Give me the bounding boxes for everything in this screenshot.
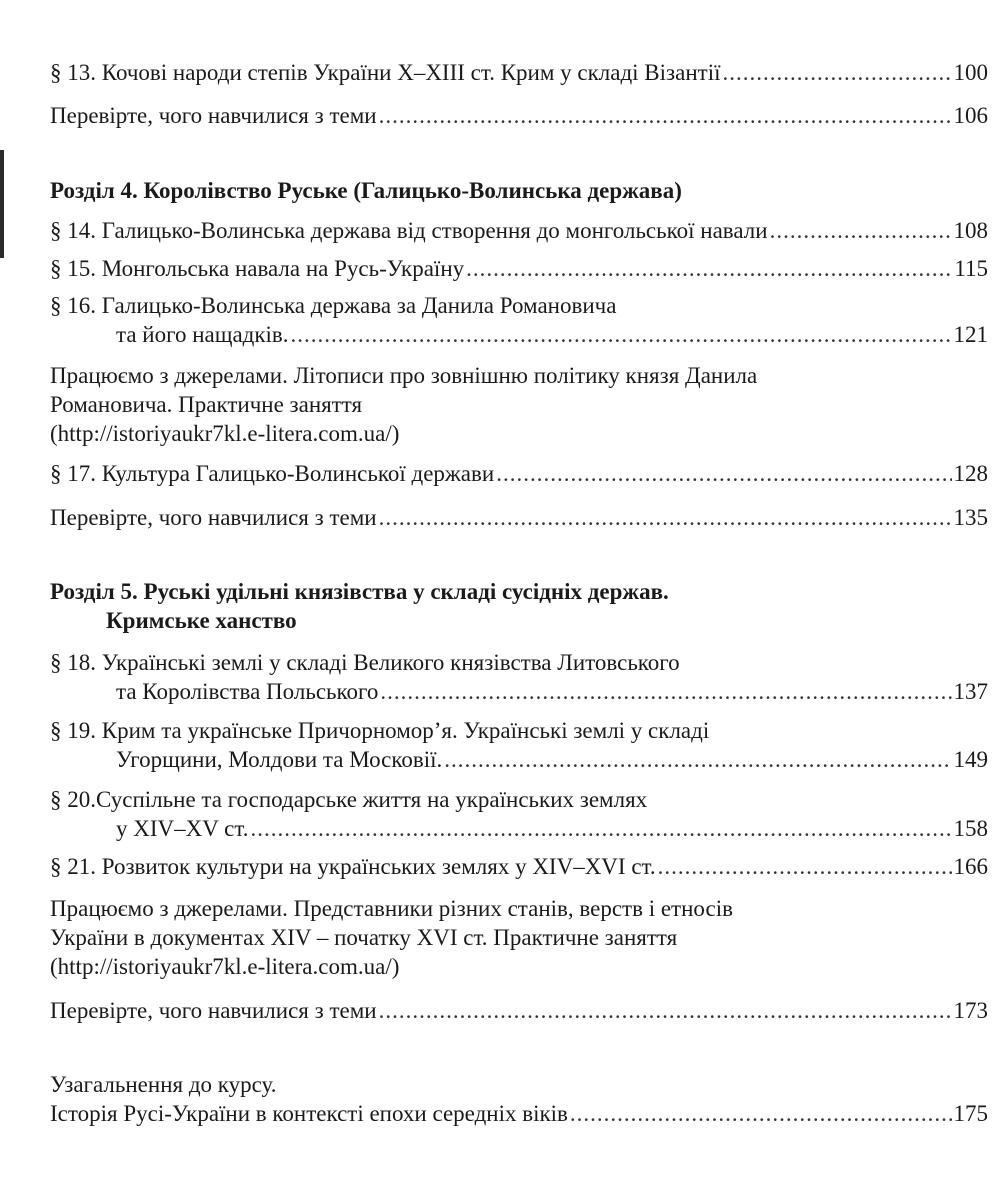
entry-title-cont: Романовича. Практичне заняття: [50, 392, 363, 417]
page-number: 173: [953, 998, 988, 1023]
toc-entry-14[interactable]: [50, 216, 988, 245]
section-heading-5: [50, 577, 988, 635]
entry-title: § 18. Українські землі у складі Великого князівства Литовського: [50, 650, 680, 675]
entry-title-cont: у XIV–XV ст.: [116, 816, 249, 841]
page-number: 106: [953, 103, 988, 128]
toc-entry-summary[interactable]: [50, 1070, 988, 1128]
entry-title-cont: Угорщини, Молдови та Московії.: [116, 747, 443, 772]
dot-leader: [250, 814, 951, 843]
dot-leader: [658, 852, 952, 881]
page-number: 175: [953, 1101, 988, 1126]
page-number: 115: [954, 256, 988, 281]
page-number: 149: [953, 747, 988, 772]
dot-leader: [380, 677, 951, 706]
entry-title: § 13. Кочові народи степів України X–XIII ст. Крим у складі Візантії: [50, 60, 721, 85]
page-number: 128: [953, 461, 988, 486]
dot-leader: [570, 1099, 952, 1128]
toc-entry-19[interactable]: [50, 716, 988, 774]
page-number: 100: [953, 60, 988, 85]
toc-entry-review-1[interactable]: [50, 101, 988, 130]
dot-leader: [379, 503, 952, 532]
toc-entry-17[interactable]: [50, 459, 988, 488]
entry-title-cont: України в документах XIV – початку XVI ст. Практичне заняття: [50, 925, 678, 950]
page-number: 137: [953, 679, 988, 704]
dot-leader: [379, 101, 952, 130]
dot-leader: [722, 58, 951, 87]
entry-title-cont: Історія Русі-України в контексті епохи середніх віків: [50, 1101, 568, 1126]
entry-title: Перевірте, чого навчилися з теми: [50, 505, 377, 530]
section-heading-4: [50, 176, 988, 205]
page-number: 166: [953, 854, 988, 879]
entry-title-cont: та його нащадків.: [116, 322, 289, 347]
entry-url[interactable]: (http://istoriyaukr7kl.e-litera.com.ua/): [50, 421, 400, 446]
dot-leader: [444, 745, 951, 774]
page-number: 135: [953, 505, 988, 530]
section-title: Розділ 4. Королівство Руське (Галицько-Волинська держава): [50, 178, 682, 203]
entry-title: Працюємо з джерелами. Представники різних станів, верств і етносів: [50, 896, 733, 921]
dot-leader: [496, 459, 951, 488]
toc-entry-review-2[interactable]: [50, 503, 988, 532]
entry-title: § 21. Розвиток культури на українських землях у XIV–XVI ст.: [50, 854, 656, 879]
toc-entry-18[interactable]: [50, 648, 988, 706]
entry-title: Перевірте, чого навчилися з теми: [50, 103, 377, 128]
toc-entry-sources-2[interactable]: [50, 894, 988, 981]
page-edge-shadow: [0, 150, 4, 258]
entry-title: § 14. Галицько-Волинська держава від створення до монгольської навали: [50, 218, 768, 243]
entry-title: § 15. Монгольська навала на Русь-Україну: [50, 256, 465, 281]
toc-entry-review-3[interactable]: [50, 996, 988, 1025]
entry-url[interactable]: (http://istoriyaukr7kl.e-litera.com.ua/): [50, 954, 400, 979]
entry-title: Узагальнення до курсу.: [50, 1072, 277, 1097]
dot-leader: [466, 254, 952, 283]
toc-entry-15[interactable]: [50, 254, 988, 283]
toc-entry-16[interactable]: [50, 291, 988, 349]
entry-title: § 17. Культура Галицько-Волинської держави: [50, 461, 495, 486]
entry-title: Працюємо з джерелами. Літописи про зовнішню політику князя Данила: [50, 363, 758, 388]
toc-entry-21[interactable]: [50, 852, 988, 881]
toc-entry-13[interactable]: [50, 58, 988, 87]
section-title-cont: Кримське ханство: [106, 608, 297, 633]
entry-title: § 16. Галицько-Волинська держава за Данила Романовича: [50, 293, 617, 318]
entry-title: § 20.Суспільне та господарське життя на українських землях: [50, 787, 648, 812]
page-number: 158: [953, 816, 988, 841]
toc-entry-20[interactable]: [50, 785, 988, 843]
toc-entry-sources-1[interactable]: [50, 361, 988, 448]
section-title: Розділ 5. Руські удільні князівства у складі сусідніх держав.: [50, 579, 669, 604]
page-number: 121: [953, 322, 988, 347]
entry-title: § 19. Крим та українське Причорномор’я. Українські землі у складі: [50, 718, 710, 743]
entry-title: Перевірте, чого навчилися з теми: [50, 998, 377, 1023]
dot-leader: [291, 320, 952, 349]
entry-title-cont: та Королівства Польського: [116, 679, 379, 704]
dot-leader: [379, 996, 952, 1025]
page-number: 108: [953, 218, 988, 243]
dot-leader: [770, 216, 952, 245]
